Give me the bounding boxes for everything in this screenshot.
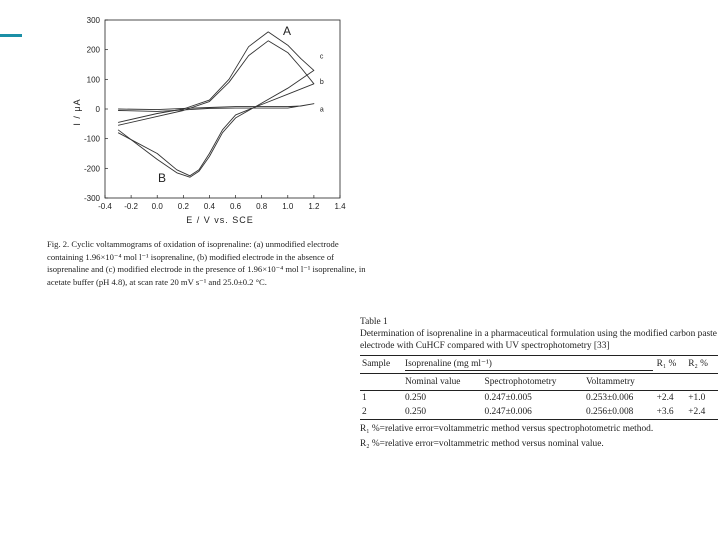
- footnote-r2: R₂ %=relative error=voltammetric method versus nominal value.: [360, 439, 604, 449]
- table-subheader-row: [360, 374, 718, 391]
- x-tick-label: 0.8: [256, 202, 268, 211]
- accent-bar: [0, 34, 22, 37]
- series-c-curve: [118, 32, 314, 177]
- cell-nominal: 0.250: [403, 405, 483, 420]
- figure-caption: [47, 238, 369, 288]
- cell-nominal: 0.250: [404, 393, 427, 403]
- y-tick-label: 300: [86, 16, 100, 25]
- cell-sample: 1: [362, 393, 367, 403]
- cell-spectro: 0.247±0.006: [483, 405, 584, 420]
- table-label: Table 1: [360, 317, 388, 327]
- subheader-volt: Voltammetry: [584, 374, 655, 391]
- x-tick-label: 0.0: [151, 202, 163, 211]
- table-row: [360, 405, 718, 420]
- series-c-label: c: [319, 53, 324, 61]
- results-table-block: [360, 316, 718, 450]
- x-tick-label: 1.0: [282, 202, 294, 211]
- series-a-curve: [118, 104, 314, 112]
- series-b-label: b: [319, 78, 324, 86]
- x-axis-title: E / V vs. SCE: [186, 215, 254, 225]
- cell-sample: 2: [360, 405, 403, 420]
- cell-r1: +3.6: [655, 405, 687, 420]
- x-tick-label: -0.4: [98, 202, 112, 211]
- series-a-label: a: [319, 106, 324, 114]
- table-header-row: [360, 356, 718, 374]
- cell-volt: 0.256±0.008: [584, 405, 655, 420]
- cell-r2: +1.0: [688, 393, 706, 403]
- x-tick-label: 0.6: [229, 202, 242, 211]
- header-sample: Sample: [360, 356, 403, 374]
- y-tick-label: -100: [83, 134, 100, 144]
- header-r1: R₁ %: [655, 356, 687, 374]
- cell-r2: +2.4: [686, 405, 718, 420]
- caption-text: Cyclic voltammograms of oxidation of isoprenaline: (a) unmodified electrode containing 1.96×10⁻⁴ mol l⁻¹ isoprenaline, (b) modified electrode in the absence of isoprenaline and (c) modified electrode in the presence of 1.96×10⁻⁴ mol l⁻¹ isoprenaline, in acetate buffer (pH 4.8), at scan rate 20 mV s⁻¹ and 25.0±0.2 °C.: [47, 239, 366, 287]
- y-tick-label: 200: [86, 45, 100, 55]
- x-tick-label: 0.2: [177, 202, 189, 211]
- y-tick-label: 0: [95, 105, 100, 114]
- annotation-a: A: [283, 24, 292, 38]
- subheader-spectro: Spectrophotometry: [483, 374, 584, 391]
- y-tick-label: -200: [83, 164, 100, 174]
- x-tick-label: 1.4: [334, 202, 346, 211]
- table-row: [360, 391, 718, 406]
- x-tick-label: 0.4: [203, 202, 216, 211]
- annotation-b: B: [158, 171, 167, 185]
- table-description: Determination of isoprenaline in a pharmaceutical formulation using the modified carbon paste electrode with CuHCF compared with UV spectrophotometry [33]: [360, 329, 717, 351]
- x-tick-label: 1.2: [308, 202, 320, 211]
- cell-r1: +2.4: [656, 393, 674, 403]
- subheader-nominal: Nominal value: [403, 374, 483, 391]
- y-tick-label: -300: [83, 194, 100, 203]
- y-tick-label: 100: [86, 75, 100, 85]
- y-axis-title: I / μA: [72, 98, 82, 126]
- cell-spectro: 0.247±0.005: [484, 393, 532, 403]
- cyclic-voltammogram-chart: [60, 12, 360, 232]
- caption-label: Fig. 2.: [47, 239, 70, 249]
- header-isoprenaline: Isoprenaline (mg ml⁻¹): [403, 356, 655, 374]
- x-tick-label: -0.2: [124, 202, 139, 211]
- header-r2: R₂ %: [686, 356, 718, 374]
- results-table: [360, 355, 718, 420]
- footnote-r1: R₁ %=relative error=voltammetric method versus spectrophotometric method.: [360, 424, 654, 434]
- cell-volt: 0.253±0.006: [586, 393, 634, 403]
